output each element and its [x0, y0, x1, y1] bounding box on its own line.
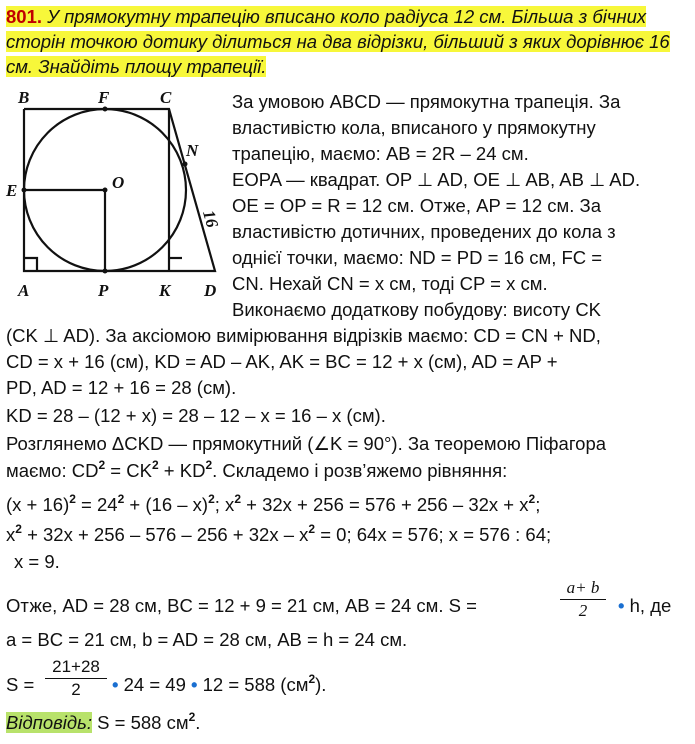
text-line: KD = 28 – (12 + x) = 28 – 12 – x = 16 – x (см). [6, 405, 386, 426]
s-prefix: S = [6, 674, 35, 695]
label-c: C [160, 88, 172, 107]
label-d: D [204, 281, 217, 300]
label-f: F [98, 88, 110, 107]
area-formula-line: Отже, AD = 28 см, BC = 12 + 9 = 21 см, AB = 24 см. S = [6, 595, 477, 616]
text-line: властивістю дотичних, проведених до кола з [232, 221, 616, 242]
area-formula-tail: • h, де [618, 595, 672, 616]
text-line: EOPA — квадрат. OP ⊥ AD, OE ⊥ AB, AB ⊥ AD. [232, 169, 641, 190]
text-line: PD, AD = 12 + 16 = 28 (см). [6, 377, 237, 398]
values-line: a = BC = 21 см, b = AD = 28 см, AB = h = 24 см. [6, 629, 408, 650]
equation-line-3: x = 9. [14, 551, 60, 572]
pythagoras-line: маємо: $CD^2 = CK^2 + KD^2$. Складемо і розв’яжемо рівняння: [6, 458, 508, 481]
s-computation: • 24 = 49 • 12 = 588 $(см^2)$. [112, 672, 327, 695]
area-fraction: a+ b 2 [560, 578, 606, 621]
problem-text: У прямокутну трапецію вписано коло радіуса 12 см. Більша з бічних сторін точкою дотику ділиться на два відрізки, більший з яких дорівнює 16 см. Знайдіть площу трапеції. [6, 6, 670, 77]
problem-statement [6, 4, 692, 79]
label-k: K [159, 281, 171, 300]
text-line: трапецію, маємо: AB = 2R – 24 см. [232, 143, 529, 164]
label-length-16: 16 [199, 208, 223, 230]
text-line: CN. Нехай CN = x см, тоді CP = x см. [232, 273, 548, 294]
text-line: CD = x + 16 (см), KD = AD – AK, AK = BC = 12 + x (см), AD = AP + [6, 351, 558, 372]
answer-label: Відповідь: [6, 712, 93, 733]
answer-line: Відповідь: S = 588 $см^2$. [6, 710, 201, 733]
text-line: однієї точки, маємо: ND = PD = 16 см, FC = [232, 247, 603, 268]
text-line: (CK ⊥ AD). За аксіомою вимірювання відрізків маємо: CD = CN + ND, [6, 325, 601, 346]
equation-line-2: $x^2 + 32x + 256 - 576 - 256 + 32x - x^2 = 0$; 64x = 576; x = 576 : 64; [6, 522, 552, 545]
problem-number: 801. [6, 6, 43, 27]
label-e: E [6, 181, 18, 200]
label-n: N [186, 141, 199, 160]
text-line: Виконаємо додаткову побудову: висоту CK [232, 299, 602, 320]
text-line: За умовою ABCD — прямокутна трапеція. За [232, 91, 621, 112]
label-p: P [98, 281, 109, 300]
label-o: O [112, 173, 125, 192]
text-line: OE = OP = R = 12 см. Отже, AP = 12 см. За [232, 195, 601, 216]
text-line: Розглянемо ΔCKD — прямокутний (∠K = 90°). За теоремою Піфагора [6, 433, 607, 454]
equation-line-1: $(x + 16)^2 = 24^2 + (16 - x)^2$; $x^2 + 32x + 256 = 576 + 256 - 32x + x^2$; [6, 492, 541, 515]
label-a: A [18, 281, 30, 300]
text-line: властивістю кола, вписаного у прямокутну [232, 117, 596, 138]
label-b: B [18, 88, 30, 107]
right-angle-a [24, 258, 37, 271]
trapezoid-figure [4, 86, 232, 308]
s-fraction: 21+28 2 [45, 657, 107, 700]
